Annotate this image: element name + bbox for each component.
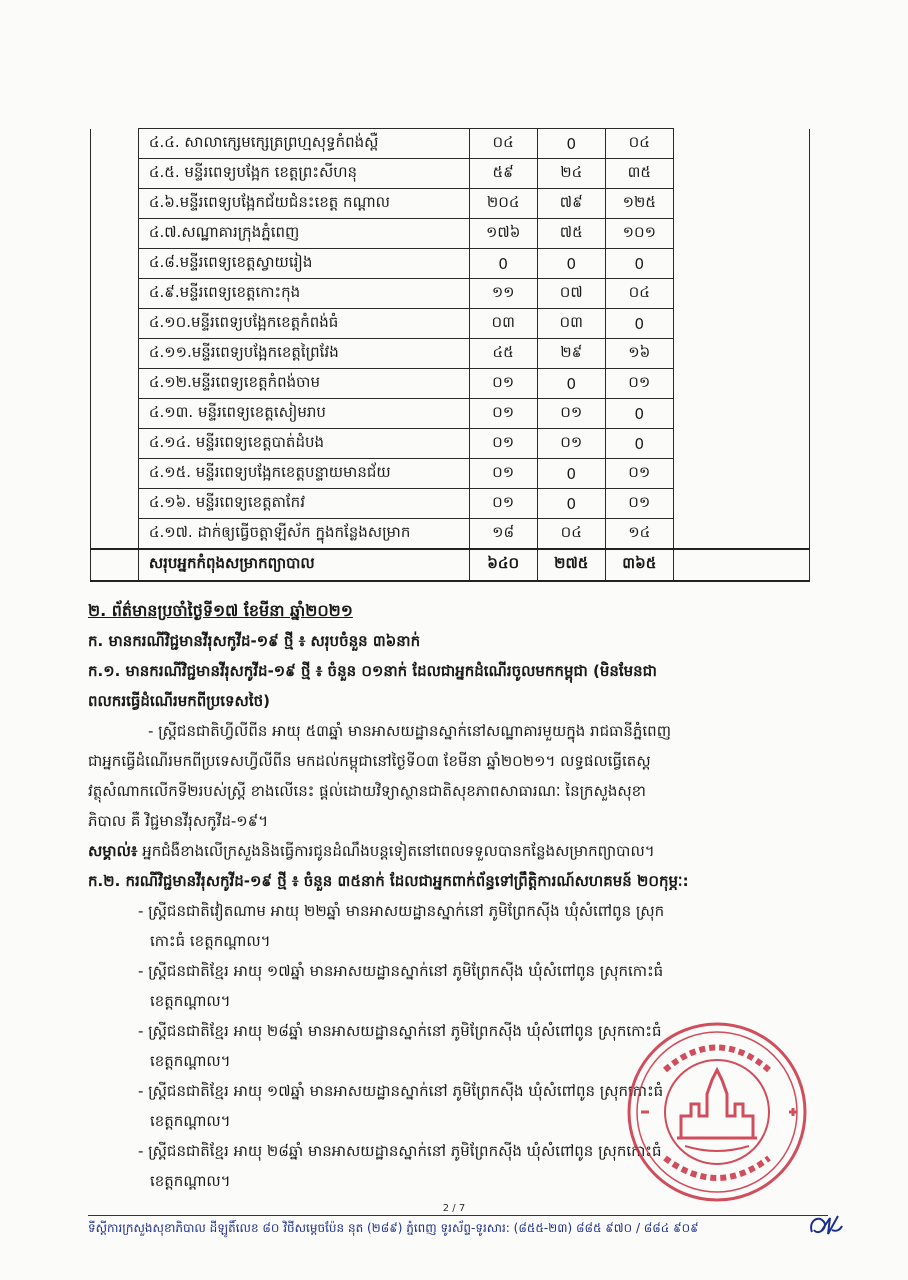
- row-label: ៤.១១.មន្ទីរពេទ្យបង្អែកខេត្តព្រៃវែង: [138, 339, 469, 369]
- table-row: ៤.១១.មន្ទីរពេទ្យបង្អែកខេត្តព្រៃវែង ៤៥ ២៩ ១៦: [91, 339, 810, 369]
- note: [88, 836, 818, 866]
- row-label: ៤.១២.មន្ទីរពេទ្យខេត្តកំពង់ចាម: [138, 369, 469, 399]
- list-item: - ស្ត្រីជនជាតិខ្មែរ អាយុ ២៨ឆ្នាំ មានអាសយដ្ឋានស្នាក់នៅ ភូមិព្រែកស៊ីង ឃុំសំពៅពូន ស្រុកកោះធំ: [138, 1142, 662, 1160]
- official-stamp-icon: [625, 1020, 810, 1205]
- list-item-cont: ខេត្តកណ្ដាល។: [150, 992, 231, 1010]
- row-label: ៤.១៣. មន្ទីរពេទ្យខេត្តសៀមរាប: [138, 399, 469, 429]
- paragraph-line: ជាអ្នកធ្វើដំណើរមកពីប្រទេសហ្វីលីពីន មកដល់កម្ពុជានៅថ្ងៃទី០៣ ខែមីនា ឆ្នាំ២០២១។ លទ្ធផលធ្វើតេស្ត: [88, 752, 651, 770]
- row-label: ៤.១៤. មន្ទីរពេទ្យខេត្តបាត់ដំបង: [138, 429, 469, 459]
- row-label: ៤.៨.មន្ទីរពេទ្យខេត្តស្វាយរៀង: [138, 249, 469, 279]
- row-label: ៤.៦.មន្ទីរពេទ្យបង្អែកជ័យជំនះខេត្ត កណ្ដាល: [138, 189, 469, 219]
- paragraph-line: វត្ថុសំណាកលើកទី២របស់ស្ត្រី ខាងលើនេះ ផ្តល់ដោយវិទ្យាស្ថានជាតិសុខភាពសាធារណៈ នៃក្រសួងសុខា: [88, 782, 646, 800]
- patients-table: [90, 128, 810, 582]
- subheading-ka: ក. មានករណីវិជ្ជមានវីរុសកូវីដ-១៩ ថ្មី ៖ សរុបចំនួន ៣៦នាក់: [88, 632, 421, 650]
- total-a: ៦៤០: [469, 549, 537, 581]
- total-label: សរុបអ្នកកំពុងសម្រាកព្យាបាល: [138, 549, 469, 581]
- table-total-row: [91, 549, 810, 581]
- list-item-cont: ខេត្តកណ្ដាល។: [150, 1052, 231, 1070]
- list-item-cont: កោះធំ ខេត្តកណ្ដាល។: [150, 932, 271, 950]
- footer-divider: [88, 1215, 828, 1216]
- subheading-ka1: ក.១. មានករណីវិជ្ជមានវីរុសកូវីដ-១៩ ថ្មី ៖ ចំនួន ០១នាក់ ដែលជាអ្នកដំណើរចូលមកកម្ពុជា (មិនមែនជា: [88, 662, 657, 680]
- table-row: ៤.៤. សាលាក្សេមក្សេត្រព្រហ្មសុទ្ធកំពង់ស្ពឺ ០៤ 0 ០៤: [91, 129, 810, 159]
- paragraph-line: ភិបាល គឺ វិជ្ជមានវីរុសកូវីដ-១៩។: [88, 812, 269, 830]
- list-item-cont: ខេត្តកណ្ដាល។: [150, 1172, 231, 1190]
- table-row: ៤.១២.មន្ទីរពេទ្យខេត្តកំពង់ចាម ០១ 0 ០១: [91, 369, 810, 399]
- row-label: ៤.៥. មន្ទីរពេទ្យបង្អែក ខេត្តព្រះសីហនុ: [138, 159, 469, 189]
- row-label: ៤.១៥. មន្ទីរពេទ្យបង្អែកខេត្តបន្ទាយមានជ័យ: [138, 459, 469, 489]
- table-row: ៤.១៣. មន្ទីរពេទ្យខេត្តសៀមរាប ០១ ០១ 0: [91, 399, 810, 429]
- table-row: ៤.៩.មន្ទីរពេទ្យខេត្តកោះកុង ១១ ០៧ ០៤: [91, 279, 810, 309]
- table-row: ៤.១៦. មន្ទីរពេទ្យខេត្តតាកែវ ០១ 0 ០១: [91, 489, 810, 519]
- table-row: ៤.៧.សណ្ឋាគារក្រុងភ្នំពេញ ១៧៦ ៧៥ ១០១: [91, 219, 810, 249]
- row-label: ៤.១០.មន្ទីរពេទ្យបង្អែកខេត្តកំពង់ធំ: [138, 309, 469, 339]
- paragraph-line: - ស្ត្រីជនជាតិហ្វីលីពីន អាយុ ៥៣ឆ្នាំ មានអាសយដ្ឋានស្នាក់នៅសណ្ឋាគារមួយក្នុង រាជធានីភ្នំពេញ: [148, 722, 671, 740]
- list-item: - ស្ត្រីជនជាតិខ្មែរ អាយុ ១៧ឆ្នាំ មានអាសយដ្ឋានស្នាក់នៅ ភូមិព្រែកស៊ីង ឃុំសំពៅពូន ស្រុកកោះធំ: [138, 1082, 664, 1100]
- list-item: - ស្ត្រីជនជាតិខ្មែរ អាយុ ២៨ឆ្នាំ មានអាសយដ្ឋានស្នាក់នៅ ភូមិព្រែកស៊ីង ឃុំសំពៅពូន ស្រុកកោះធំ: [138, 1022, 662, 1040]
- row-label: ៤.៧.សណ្ឋាគារក្រុងភ្នំពេញ: [138, 219, 469, 249]
- row-label: ៤.៩.មន្ទីរពេទ្យខេត្តកោះកុង: [138, 279, 469, 309]
- page-number: 2 / 7: [442, 1203, 466, 1214]
- table-row: ៤.៦.មន្ទីរពេទ្យបង្អែកជ័យជំនះខេត្ត កណ្ដាល ២០៤ ៧៩ ១២៥: [91, 189, 810, 219]
- row-label: ៤.១៧. ដាក់ឲ្យធ្វើចត្តាឡីស័ក ក្នុងកន្លែងសម្រាក: [138, 519, 469, 550]
- signature-icon: [806, 1208, 846, 1242]
- footer-address: ទីស្តីការក្រសួងសុខាភិបាល ដីឡូតិ៍លេខ ៨០ វិថីសម្ដេចប៉ែន នុត (២៨៩) ភ្នំពេញ ទូរស័ព្ទ-ទូរសារ: (៨៥៥-២៣) ៨៨៥ ៩៧០ / ៨៨៤ ៩០៩: [88, 1221, 699, 1235]
- table-row: ៤.៥. មន្ទីរពេទ្យបង្អែក ខេត្តព្រះសីហនុ ៥៩ ២៤ ៣៥: [91, 159, 810, 189]
- section-heading: ២. ព័ត៌មានប្រចាំថ្ងៃទី១៧ ខែមីនា ឆ្នាំ២០២១: [88, 601, 353, 620]
- list-item: - ស្ត្រីជនជាតិខ្មែរ អាយុ ១៧ឆ្នាំ មានអាសយដ្ឋានស្នាក់នៅ ភូមិព្រែកស៊ីង ឃុំសំពៅពូន ស្រុកកោះធំ: [138, 962, 664, 980]
- table-row: ៤.១៧. ដាក់ឲ្យធ្វើចត្តាឡីស័ក ក្នុងកន្លែងសម្រាក ១៨ ០៤ ១៤: [91, 519, 810, 550]
- list-item-cont: ខេត្តកណ្ដាល។: [150, 1112, 231, 1130]
- note-label: សម្គាល់៖: [88, 842, 138, 860]
- subheading-ka1-cont: ពលករធ្វើដំណើរមកពីប្រទេសថៃ): [88, 692, 270, 710]
- note-text: អ្នកជំងឺខាងលើក្រសួងនិងធ្វើការជូនដំណឹងបន្តទៀតនៅពេលទទួលបានកន្លែងសម្រាកព្យាបាល។: [137, 842, 655, 860]
- table-row: ៤.១០.មន្ទីរពេទ្យបង្អែកខេត្តកំពង់ធំ ០៣ ០៣ 0: [91, 309, 810, 339]
- total-c: ៣៦៥: [605, 549, 673, 581]
- list-item: - ស្ត្រីជនជាតិវៀតណាម អាយុ ២២ឆ្នាំ មានអាសយដ្ឋានស្នាក់នៅ ភូមិព្រែកស៊ីង ឃុំសំពៅពូន ស្រុក: [138, 902, 665, 920]
- table-row: ៤.៨.មន្ទីរពេទ្យខេត្តស្វាយរៀង 0 0 0: [91, 249, 810, 279]
- total-b: ២៧៥: [537, 549, 605, 581]
- table-row: ៤.១៤. មន្ទីរពេទ្យខេត្តបាត់ដំបង ០១ ០១ 0: [91, 429, 810, 459]
- row-label: ៤.១៦. មន្ទីរពេទ្យខេត្តតាកែវ: [138, 489, 469, 519]
- table-row: ៤.១៥. មន្ទីរពេទ្យបង្អែកខេត្តបន្ទាយមានជ័យ ០១ 0 ០១: [91, 459, 810, 489]
- subheading-ka2: ក.២. ករណីវិជ្ជមានវីរុសកូវីដ-១៩ ថ្មី ៖ ចំនួន ៣៥នាក់ ដែលជាអ្នកពាក់ព័ន្ធទៅព្រឹត្តិការណ៍សហគមន៍ ២០កុម្ភៈ:: [88, 872, 689, 890]
- row-label: ៤.៤. សាលាក្សេមក្សេត្រព្រហ្មសុទ្ធកំពង់ស្ពឺ: [138, 129, 469, 159]
